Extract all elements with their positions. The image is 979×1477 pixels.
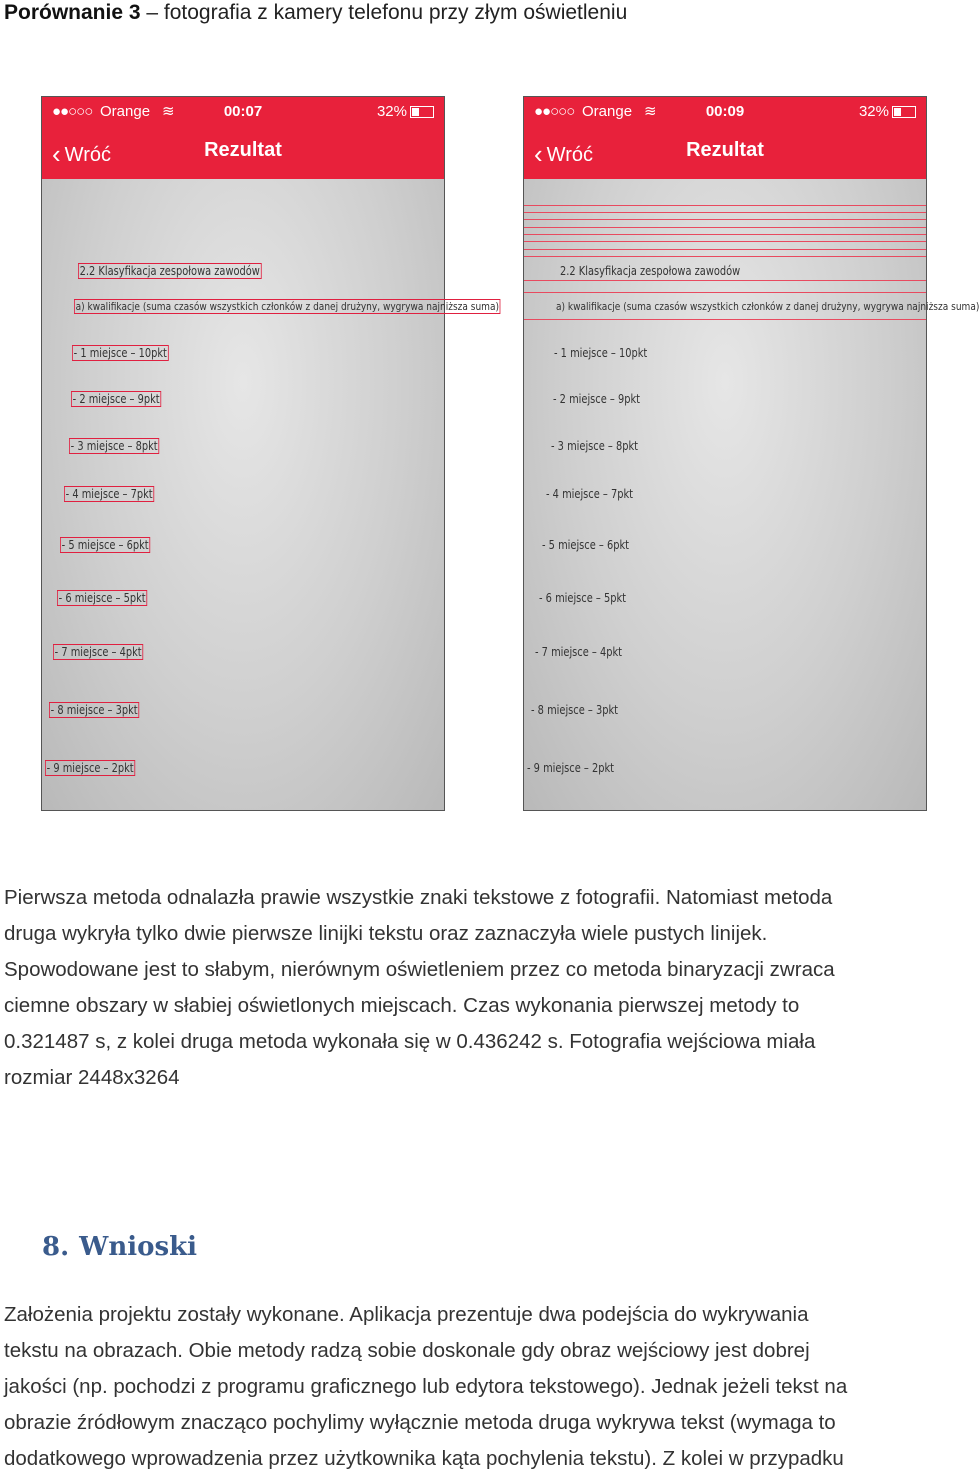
photo-item-text: - 7 miejsce – 4pkt <box>535 645 623 659</box>
paragraph-line: Spowodowane jest to słabym, nierównym oświetleniem przez co metoda binaryzacji zwraca <box>4 958 835 981</box>
paragraph-line: jakości (np. pochodzi z programu graficznego lub edytora tekstowego). Jednak jeżeli tekst na <box>4 1375 848 1398</box>
nav-bar <box>534 139 916 169</box>
photo-content <box>42 179 500 810</box>
photo-item <box>527 761 614 775</box>
app-header <box>524 97 926 179</box>
signal-icon: ●●○○○ <box>52 103 93 120</box>
detected-word: - 8 miejsce – 3pkt <box>50 703 138 717</box>
paragraph-line: druga wykryła tylko dwie pierwsze linijki tekstu oraz zaznaczyła wiele pustych linijek. <box>4 922 768 945</box>
carrier-name: Orange <box>100 103 151 120</box>
back-label: Wróć <box>546 144 593 166</box>
app-header <box>42 97 444 179</box>
wifi-icon: ≋ <box>162 103 175 120</box>
detected-word: - 1 miejsce – 10pkt <box>73 346 167 360</box>
caption-label: Porównanie 3 <box>4 1 141 24</box>
detected-word: - 2 miejsce – 9pkt <box>72 392 160 406</box>
section-title: Wnioski <box>79 1232 198 1262</box>
status-bar <box>52 103 434 121</box>
photo-item-text: - 4 miejsce – 7pkt <box>546 487 634 501</box>
detected-line-box <box>524 234 926 235</box>
paragraph-line: rozmiar 2448x3264 <box>4 1066 180 1089</box>
nav-bar <box>52 139 434 169</box>
status-bar <box>534 103 916 121</box>
photo-item <box>72 346 170 360</box>
photo-item-text: - 6 miejsce – 5pkt <box>539 591 627 605</box>
photo-item-text: - 3 miejsce – 8pkt <box>551 439 639 453</box>
detected-line-box <box>524 280 926 281</box>
detected-word: - 6 miejsce – 5pkt <box>58 591 146 605</box>
detected-line-box <box>524 219 926 220</box>
status-time: 00:07 <box>223 103 263 120</box>
paragraph-line: tekstu na obrazach. Obie metody radzą sobie doskonale gdy obraz wejściowy jest dobrej <box>4 1339 810 1362</box>
photo-heading <box>78 264 263 278</box>
paragraph-line: dodatkowego wprowadzenia przez użytkownika kąta pochylenia tekstu). Z kolei w przypadku <box>4 1447 844 1470</box>
photo-heading-text: 2.2 Klasyfikacja zespołowa zawodów <box>560 264 741 278</box>
paragraph-line: ciemne obszary w słabiej oświetlonych miejscach. Czas wykonania pierwszej metody to <box>4 994 800 1017</box>
photo-item <box>64 487 156 501</box>
paragraph-line: Pierwsza metoda odnalazła prawie wszystkie znaki tekstowe z fotografii. Natomiast metoda <box>4 886 833 909</box>
detected-line-box <box>524 212 926 213</box>
chevron-left-icon: ‹ <box>534 139 543 169</box>
paragraph-conclusions <box>4 1297 958 1477</box>
photo-item-text: - 8 miejsce – 3pkt <box>531 703 619 717</box>
battery-percent: 32% <box>858 103 889 120</box>
photo-item <box>49 703 141 717</box>
phone-screenshot-method-2 <box>523 96 979 811</box>
detected-word: 2.2 Klasyfikacja zespołowa zawodów <box>79 264 260 278</box>
detected-word: - 9 miejsce – 2pkt <box>46 761 134 775</box>
caption-dash: – <box>140 1 164 24</box>
paragraph-line: 0.321487 s, z kolei druga metoda wykonała się w 0.436242 s. Fotografia wejściowa miała <box>4 1030 816 1053</box>
figure-caption <box>4 0 627 26</box>
nav-title: Rezultat <box>686 139 764 161</box>
photo-item-text: - 5 miejsce – 6pkt <box>542 538 630 552</box>
photo-item <box>553 392 640 406</box>
detected-line-box <box>524 249 926 250</box>
carrier-name: Orange <box>582 103 633 120</box>
battery-icon <box>410 106 434 118</box>
photo-item-text: - 9 miejsce – 2pkt <box>527 761 615 775</box>
detected-line-box <box>524 292 926 293</box>
paragraph-line: obrazie źródłowym znacząco pochylimy wyłącznie metoda druga wykrywa tekst (wymaga to <box>4 1411 836 1434</box>
battery-percent: 32% <box>376 103 407 120</box>
photo-subheading <box>556 300 979 313</box>
battery-icon <box>892 106 916 118</box>
photo-item-text: - 2 miejsce – 9pkt <box>553 392 641 406</box>
paragraph-results <box>4 880 958 1096</box>
detected-line-box <box>524 319 926 320</box>
photo-item <box>551 439 638 453</box>
detected-line-box <box>524 256 926 257</box>
battery-indicator <box>377 103 434 120</box>
detected-line-box <box>524 227 926 228</box>
section-number: 8. <box>42 1232 70 1262</box>
back-label: Wróć <box>64 144 111 166</box>
chevron-left-icon: ‹ <box>52 139 61 169</box>
signal-icon: ●●○○○ <box>534 103 575 120</box>
photo-item <box>535 645 622 659</box>
detected-word: - 4 miejsce – 7pkt <box>65 487 153 501</box>
phone-screenshot-method-1 <box>41 96 500 811</box>
photo-heading <box>560 264 740 278</box>
status-time: 00:09 <box>705 103 745 120</box>
photo-item-text: - 1 miejsce – 10pkt <box>554 346 648 360</box>
photo-item <box>546 487 633 501</box>
photo-subheading <box>74 300 502 313</box>
photo-subheading-text: a) kwalifikacje (suma czasów wszystkich członków z danej drużyny, wygrywa najniższa suma) <box>556 300 979 313</box>
photo-item <box>45 761 137 775</box>
detected-line-box <box>524 241 926 242</box>
battery-indicator <box>859 103 916 120</box>
caption-text: fotografia z kamery telefonu przy złym oświetleniu <box>163 1 628 24</box>
paragraph-line: Założenia projektu zostały wykonane. Aplikacja prezentuje dwa podejścia do wykrywania <box>4 1303 809 1326</box>
photo-item <box>542 538 629 552</box>
photo-item <box>53 645 145 659</box>
nav-title: Rezultat <box>204 139 282 161</box>
detected-word: - 3 miejsce – 8pkt <box>70 439 158 453</box>
photo-item <box>71 392 163 406</box>
section-heading <box>42 1232 197 1262</box>
wifi-icon: ≋ <box>644 103 657 120</box>
photo-item <box>69 439 161 453</box>
photo-item <box>554 346 647 360</box>
detected-word: a) kwalifikacje (suma czasów wszystkich członków z danej drużyny, wygrywa najniższa suma) <box>75 300 500 313</box>
detected-line-box <box>524 205 926 206</box>
detected-word: - 7 miejsce – 4pkt <box>54 645 142 659</box>
photo-item <box>60 538 152 552</box>
photo-item <box>539 591 626 605</box>
photo-content <box>524 179 979 810</box>
photo-item <box>531 703 618 717</box>
photo-item <box>57 591 149 605</box>
detected-word: - 5 miejsce – 6pkt <box>61 538 149 552</box>
